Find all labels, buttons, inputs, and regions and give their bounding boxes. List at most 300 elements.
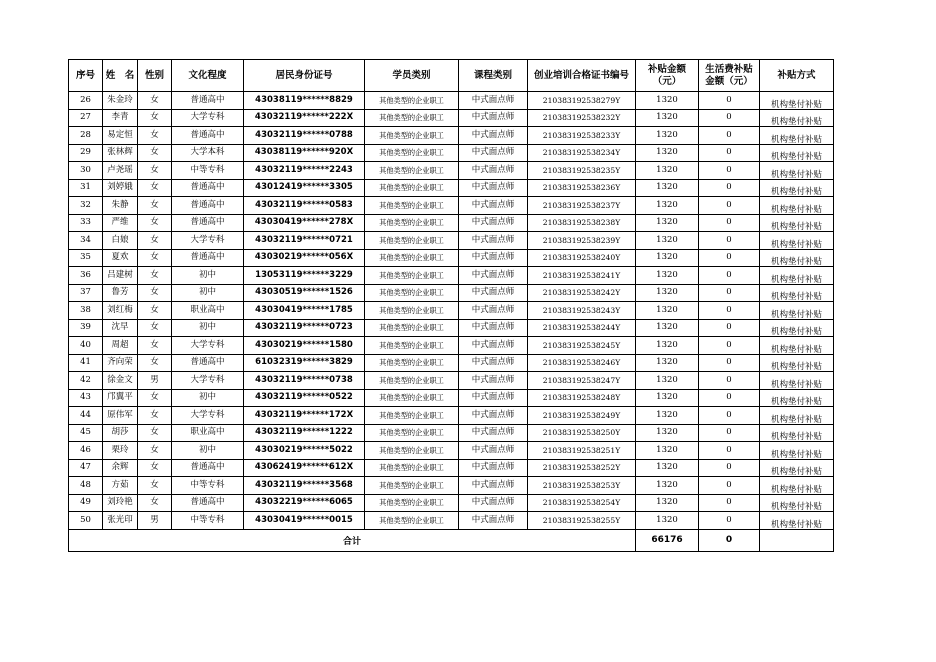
cell-mode: [760, 372, 834, 390]
cell-living-subsidy: 0: [699, 267, 760, 285]
cell-course-type: 中式面点师: [459, 302, 528, 320]
cell-seq: 28: [69, 127, 103, 145]
cell-student-type: 其他类型的企业职工: [365, 354, 459, 372]
cell-gender: 女: [138, 407, 172, 425]
cell-certificate-no: 210383192538247Y: [528, 372, 636, 390]
cell-student-type: 其他类型的企业职工: [365, 109, 459, 127]
cell-course-type: 中式面点师: [459, 424, 528, 442]
cell-name: 余辉: [103, 459, 138, 477]
cell-mode-text: 机构垫付补贴: [770, 222, 822, 232]
table-row: [69, 337, 834, 355]
subsidy-roster-table: [68, 59, 834, 552]
cell-subsidy-amount: 1320: [636, 109, 699, 127]
cell-gender: 女: [138, 337, 172, 355]
cell-seq: 27: [69, 109, 103, 127]
cell-subsidy-amount: 1320: [636, 477, 699, 495]
cell-mode: [760, 424, 834, 442]
cell-id-number: 43032119******0522: [244, 389, 365, 407]
cell-gender: 女: [138, 197, 172, 215]
cell-education: 普通高中: [172, 92, 244, 110]
cell-id-number: 43030219******1580: [244, 337, 365, 355]
cell-name: 李青: [103, 109, 138, 127]
cell-education: 职业高中: [172, 424, 244, 442]
cell-student-type: 其他类型的企业职工: [365, 197, 459, 215]
cell-name: 胡莎: [103, 424, 138, 442]
cell-name: 易定恒: [103, 127, 138, 145]
cell-education: 初中: [172, 442, 244, 460]
table-row: [69, 459, 834, 477]
cell-seq: 38: [69, 302, 103, 320]
cell-id-number: 43032219******6065: [244, 494, 365, 512]
cell-education: 普通高中: [172, 459, 244, 477]
cell-course-type: 中式面点师: [459, 267, 528, 285]
cell-student-type: 其他类型的企业职工: [365, 144, 459, 162]
cell-mode-text: 机构垫付补贴: [770, 99, 822, 109]
table-row: [69, 512, 834, 530]
cell-mode-text: 机构垫付补贴: [770, 117, 822, 127]
cell-id-number: 43032119******0583: [244, 197, 365, 215]
cell-name: 刘婷娥: [103, 179, 138, 197]
cell-course-type: 中式面点师: [459, 232, 528, 250]
table-row: [69, 214, 834, 232]
cell-seq: 34: [69, 232, 103, 250]
cell-course-type: 中式面点师: [459, 92, 528, 110]
cell-student-type: 其他类型的企业职工: [365, 127, 459, 145]
cell-id-number: 43030419******278X: [244, 214, 365, 232]
cell-education: 初中: [172, 389, 244, 407]
cell-gender: 女: [138, 494, 172, 512]
cell-certificate-no: 210383192538245Y: [528, 337, 636, 355]
cell-gender: 女: [138, 214, 172, 232]
cell-subsidy-amount: 1320: [636, 92, 699, 110]
cell-education: 初中: [172, 284, 244, 302]
cell-student-type: 其他类型的企业职工: [365, 284, 459, 302]
total-mode-blank: [760, 529, 834, 551]
cell-certificate-no: 210383192538246Y: [528, 354, 636, 372]
cell-mode-text: 机构垫付补贴: [770, 239, 822, 249]
cell-certificate-no: 210383192538238Y: [528, 214, 636, 232]
cell-living-subsidy: 0: [699, 459, 760, 477]
cell-id-number: 43032119******3568: [244, 477, 365, 495]
header-gender: 性别: [138, 60, 172, 92]
cell-seq: 32: [69, 197, 103, 215]
cell-mode-text: 机构垫付补贴: [770, 397, 822, 407]
cell-id-number: 43032119******2243: [244, 162, 365, 180]
cell-seq: 26: [69, 92, 103, 110]
cell-subsidy-amount: 1320: [636, 407, 699, 425]
cell-education: 大学专科: [172, 372, 244, 390]
cell-seq: 46: [69, 442, 103, 460]
cell-mode-text: 机构垫付补贴: [770, 344, 822, 354]
cell-student-type: 其他类型的企业职工: [365, 319, 459, 337]
cell-id-number: 43032119******0723: [244, 319, 365, 337]
cell-certificate-no: 210383192538237Y: [528, 197, 636, 215]
cell-living-subsidy: 0: [699, 424, 760, 442]
header-subsidy-line1: 补贴金额: [647, 63, 686, 75]
table-row: [69, 109, 834, 127]
cell-student-type: 其他类型的企业职工: [365, 372, 459, 390]
cell-living-subsidy: 0: [699, 477, 760, 495]
table-row: [69, 424, 834, 442]
cell-name: 卢尧瑶: [103, 162, 138, 180]
cell-education: 普通高中: [172, 197, 244, 215]
cell-subsidy-amount: 1320: [636, 232, 699, 250]
cell-student-type: 其他类型的企业职工: [365, 232, 459, 250]
cell-name: 鲁芳: [103, 284, 138, 302]
cell-course-type: 中式面点师: [459, 162, 528, 180]
cell-living-subsidy: 0: [699, 319, 760, 337]
cell-mode: [760, 214, 834, 232]
cell-living-subsidy: 0: [699, 337, 760, 355]
cell-gender: 女: [138, 162, 172, 180]
total-living: 0: [699, 529, 760, 551]
cell-name: 刘玲艳: [103, 494, 138, 512]
table-row: [69, 249, 834, 267]
cell-name: 张林辉: [103, 144, 138, 162]
cell-certificate-no: 210383192538235Y: [528, 162, 636, 180]
header-subsidy-line2: （元）: [652, 75, 682, 87]
header-student-type: 学员类别: [365, 60, 459, 92]
table-row: [69, 197, 834, 215]
cell-id-number: 43032119******0721: [244, 232, 365, 250]
cell-name: 刘红梅: [103, 302, 138, 320]
cell-mode-text: 机构垫付补贴: [770, 274, 822, 284]
cell-student-type: 其他类型的企业职工: [365, 494, 459, 512]
cell-mode: [760, 92, 834, 110]
cell-mode-text: 机构垫付补贴: [770, 134, 822, 144]
cell-id-number: 43038119******8829: [244, 92, 365, 110]
cell-name: 邝翼平: [103, 389, 138, 407]
cell-education: 大学专科: [172, 232, 244, 250]
cell-certificate-no: 210383192538250Y: [528, 424, 636, 442]
cell-mode-text: 机构垫付补贴: [770, 257, 822, 267]
cell-mode: [760, 389, 834, 407]
table-row: [69, 232, 834, 250]
cell-course-type: 中式面点师: [459, 354, 528, 372]
cell-certificate-no: 210383192538239Y: [528, 232, 636, 250]
cell-mode: [760, 249, 834, 267]
cell-living-subsidy: 0: [699, 214, 760, 232]
cell-mode-text: 机构垫付补贴: [770, 204, 822, 214]
cell-seq: 41: [69, 354, 103, 372]
cell-subsidy-amount: 1320: [636, 144, 699, 162]
cell-name: 原伟军: [103, 407, 138, 425]
cell-student-type: 其他类型的企业职工: [365, 249, 459, 267]
cell-subsidy-amount: 1320: [636, 494, 699, 512]
cell-education: 初中: [172, 267, 244, 285]
cell-name: 徐金文: [103, 372, 138, 390]
cell-subsidy-amount: 1320: [636, 302, 699, 320]
cell-mode: [760, 512, 834, 530]
table-body: [69, 92, 834, 530]
cell-education: 中等专科: [172, 162, 244, 180]
header-living-subsidy: [699, 60, 760, 92]
table-row: [69, 372, 834, 390]
cell-mode-text: 机构垫付补贴: [770, 327, 822, 337]
table-row: [69, 407, 834, 425]
cell-mode-text: 机构垫付补贴: [770, 432, 822, 442]
cell-mode: [760, 179, 834, 197]
header-living-line1: 生活费补贴: [705, 63, 753, 75]
cell-certificate-no: 210383192538241Y: [528, 267, 636, 285]
cell-living-subsidy: 0: [699, 249, 760, 267]
cell-gender: 女: [138, 127, 172, 145]
cell-student-type: 其他类型的企业职工: [365, 407, 459, 425]
cell-education: 普通高中: [172, 214, 244, 232]
cell-subsidy-amount: 1320: [636, 162, 699, 180]
cell-course-type: 中式面点师: [459, 109, 528, 127]
cell-subsidy-amount: 1320: [636, 389, 699, 407]
cell-id-number: 43030419******1785: [244, 302, 365, 320]
cell-seq: 29: [69, 144, 103, 162]
cell-seq: 33: [69, 214, 103, 232]
total-label: 合计: [69, 529, 636, 551]
cell-living-subsidy: 0: [699, 232, 760, 250]
cell-name: 朱静: [103, 197, 138, 215]
cell-gender: 女: [138, 109, 172, 127]
cell-education: 大学专科: [172, 407, 244, 425]
cell-gender: 女: [138, 232, 172, 250]
cell-subsidy-amount: 1320: [636, 284, 699, 302]
header-certificate-no: 创业培训合格证书编号: [528, 60, 636, 92]
cell-living-subsidy: 0: [699, 494, 760, 512]
table-row: [69, 284, 834, 302]
cell-name: 夏欢: [103, 249, 138, 267]
cell-seq: 44: [69, 407, 103, 425]
cell-certificate-no: 210383192538252Y: [528, 459, 636, 477]
cell-living-subsidy: 0: [699, 354, 760, 372]
cell-student-type: 其他类型的企业职工: [365, 92, 459, 110]
cell-subsidy-amount: 1320: [636, 442, 699, 460]
cell-id-number: 43032119******1222: [244, 424, 365, 442]
cell-education: 大学本科: [172, 144, 244, 162]
cell-living-subsidy: 0: [699, 179, 760, 197]
cell-student-type: 其他类型的企业职工: [365, 337, 459, 355]
cell-subsidy-amount: 1320: [636, 214, 699, 232]
table-row: [69, 144, 834, 162]
cell-subsidy-amount: 1320: [636, 459, 699, 477]
cell-mode-text: 机构垫付补贴: [770, 379, 822, 389]
cell-course-type: 中式面点师: [459, 389, 528, 407]
cell-living-subsidy: 0: [699, 284, 760, 302]
cell-subsidy-amount: 1320: [636, 424, 699, 442]
cell-mode: [760, 197, 834, 215]
table-row: [69, 354, 834, 372]
header-course-type: 课程类别: [459, 60, 528, 92]
cell-education: 大学专科: [172, 337, 244, 355]
cell-subsidy-amount: 1320: [636, 267, 699, 285]
cell-gender: 女: [138, 92, 172, 110]
cell-course-type: 中式面点师: [459, 337, 528, 355]
table-row: [69, 179, 834, 197]
table-row: [69, 494, 834, 512]
header-id-number: 居民身份证号: [244, 60, 365, 92]
header-row: [69, 60, 834, 92]
cell-mode: [760, 267, 834, 285]
cell-id-number: 43032119******0738: [244, 372, 365, 390]
cell-name: 张光印: [103, 512, 138, 530]
cell-gender: 女: [138, 179, 172, 197]
cell-name: 齐向荣: [103, 354, 138, 372]
cell-seq: 36: [69, 267, 103, 285]
cell-seq: 47: [69, 459, 103, 477]
cell-mode-text: 机构垫付补贴: [770, 519, 822, 529]
cell-mode: [760, 127, 834, 145]
cell-student-type: 其他类型的企业职工: [365, 389, 459, 407]
cell-id-number: 43012419******3305: [244, 179, 365, 197]
cell-certificate-no: 210383192538233Y: [528, 127, 636, 145]
table-row: [69, 267, 834, 285]
cell-seq: 35: [69, 249, 103, 267]
cell-mode: [760, 354, 834, 372]
cell-course-type: 中式面点师: [459, 197, 528, 215]
cell-student-type: 其他类型的企业职工: [365, 302, 459, 320]
cell-certificate-no: 210383192538248Y: [528, 389, 636, 407]
cell-gender: 女: [138, 354, 172, 372]
cell-seq: 43: [69, 389, 103, 407]
cell-student-type: 其他类型的企业职工: [365, 179, 459, 197]
cell-mode-text: 机构垫付补贴: [770, 502, 822, 512]
cell-certificate-no: 210383192538232Y: [528, 109, 636, 127]
cell-id-number: 43030219******5022: [244, 442, 365, 460]
table-row: [69, 389, 834, 407]
cell-certificate-no: 210383192538236Y: [528, 179, 636, 197]
cell-student-type: 其他类型的企业职工: [365, 267, 459, 285]
cell-course-type: 中式面点师: [459, 442, 528, 460]
cell-seq: 31: [69, 179, 103, 197]
cell-mode: [760, 319, 834, 337]
cell-mode: [760, 162, 834, 180]
cell-gender: 女: [138, 442, 172, 460]
cell-course-type: 中式面点师: [459, 494, 528, 512]
cell-living-subsidy: 0: [699, 512, 760, 530]
cell-mode-text: 机构垫付补贴: [770, 362, 822, 372]
cell-education: 初中: [172, 319, 244, 337]
cell-education: 中等专科: [172, 512, 244, 530]
cell-gender: 女: [138, 284, 172, 302]
cell-student-type: 其他类型的企业职工: [365, 512, 459, 530]
cell-subsidy-amount: 1320: [636, 337, 699, 355]
cell-certificate-no: 210383192538255Y: [528, 512, 636, 530]
cell-mode-text: 机构垫付补贴: [770, 169, 822, 179]
cell-gender: 女: [138, 302, 172, 320]
cell-subsidy-amount: 1320: [636, 372, 699, 390]
header-living-line2: 金额（元）: [705, 75, 753, 87]
cell-course-type: 中式面点师: [459, 512, 528, 530]
cell-education: 普通高中: [172, 179, 244, 197]
cell-course-type: 中式面点师: [459, 319, 528, 337]
cell-living-subsidy: 0: [699, 197, 760, 215]
cell-certificate-no: 210383192538234Y: [528, 144, 636, 162]
cell-certificate-no: 210383192538244Y: [528, 319, 636, 337]
cell-gender: 女: [138, 249, 172, 267]
cell-id-number: 43032119******222X: [244, 109, 365, 127]
cell-student-type: 其他类型的企业职工: [365, 442, 459, 460]
cell-seq: 37: [69, 284, 103, 302]
cell-subsidy-amount: 1320: [636, 249, 699, 267]
cell-name: 周超: [103, 337, 138, 355]
cell-name: 沈早: [103, 319, 138, 337]
cell-mode-text: 机构垫付补贴: [770, 152, 822, 162]
cell-subsidy-amount: 1320: [636, 197, 699, 215]
cell-gender: 男: [138, 512, 172, 530]
cell-living-subsidy: 0: [699, 302, 760, 320]
cell-seq: 48: [69, 477, 103, 495]
cell-course-type: 中式面点师: [459, 127, 528, 145]
cell-mode-text: 机构垫付补贴: [770, 484, 822, 494]
cell-mode-text: 机构垫付补贴: [770, 449, 822, 459]
table-row: [69, 92, 834, 110]
cell-gender: 男: [138, 372, 172, 390]
cell-subsidy-amount: 1320: [636, 354, 699, 372]
cell-mode-text: 机构垫付补贴: [770, 414, 822, 424]
cell-education: 中等专科: [172, 477, 244, 495]
cell-living-subsidy: 0: [699, 127, 760, 145]
header-name: 姓 名: [103, 60, 138, 92]
cell-living-subsidy: 0: [699, 442, 760, 460]
cell-living-subsidy: 0: [699, 389, 760, 407]
cell-gender: 女: [138, 424, 172, 442]
cell-education: 职业高中: [172, 302, 244, 320]
cell-seq: 40: [69, 337, 103, 355]
cell-certificate-no: 210383192538249Y: [528, 407, 636, 425]
cell-living-subsidy: 0: [699, 109, 760, 127]
cell-name: 栗玲: [103, 442, 138, 460]
header-seq: 序号: [69, 60, 103, 92]
cell-id-number: 43032119******172X: [244, 407, 365, 425]
cell-mode: [760, 109, 834, 127]
total-row: [69, 529, 834, 551]
cell-living-subsidy: 0: [699, 372, 760, 390]
cell-subsidy-amount: 1320: [636, 512, 699, 530]
cell-student-type: 其他类型的企业职工: [365, 162, 459, 180]
cell-mode: [760, 232, 834, 250]
table-row: [69, 477, 834, 495]
cell-certificate-no: 210383192538253Y: [528, 477, 636, 495]
cell-mode: [760, 459, 834, 477]
cell-id-number: 13053119******3229: [244, 267, 365, 285]
cell-certificate-no: 210383192538279Y: [528, 92, 636, 110]
cell-living-subsidy: 0: [699, 92, 760, 110]
cell-subsidy-amount: 1320: [636, 127, 699, 145]
cell-student-type: 其他类型的企业职工: [365, 459, 459, 477]
table-row: [69, 302, 834, 320]
cell-mode-text: 机构垫付补贴: [770, 187, 822, 197]
cell-gender: 女: [138, 144, 172, 162]
cell-education: 普通高中: [172, 354, 244, 372]
cell-name: 白娘: [103, 232, 138, 250]
header-mode: 补贴方式: [760, 60, 834, 92]
cell-id-number: 43030419******0015: [244, 512, 365, 530]
cell-id-number: 43032119******0788: [244, 127, 365, 145]
cell-gender: 女: [138, 267, 172, 285]
cell-subsidy-amount: 1320: [636, 179, 699, 197]
cell-certificate-no: 210383192538254Y: [528, 494, 636, 512]
cell-name: 朱金玲: [103, 92, 138, 110]
cell-living-subsidy: 0: [699, 407, 760, 425]
cell-living-subsidy: 0: [699, 162, 760, 180]
table-row: [69, 162, 834, 180]
cell-name: 方茹: [103, 477, 138, 495]
cell-course-type: 中式面点师: [459, 214, 528, 232]
cell-course-type: 中式面点师: [459, 372, 528, 390]
cell-gender: 女: [138, 477, 172, 495]
cell-gender: 女: [138, 319, 172, 337]
cell-mode: [760, 442, 834, 460]
cell-education: 普通高中: [172, 494, 244, 512]
cell-mode-text: 机构垫付补贴: [770, 292, 822, 302]
cell-id-number: 43038119******920X: [244, 144, 365, 162]
